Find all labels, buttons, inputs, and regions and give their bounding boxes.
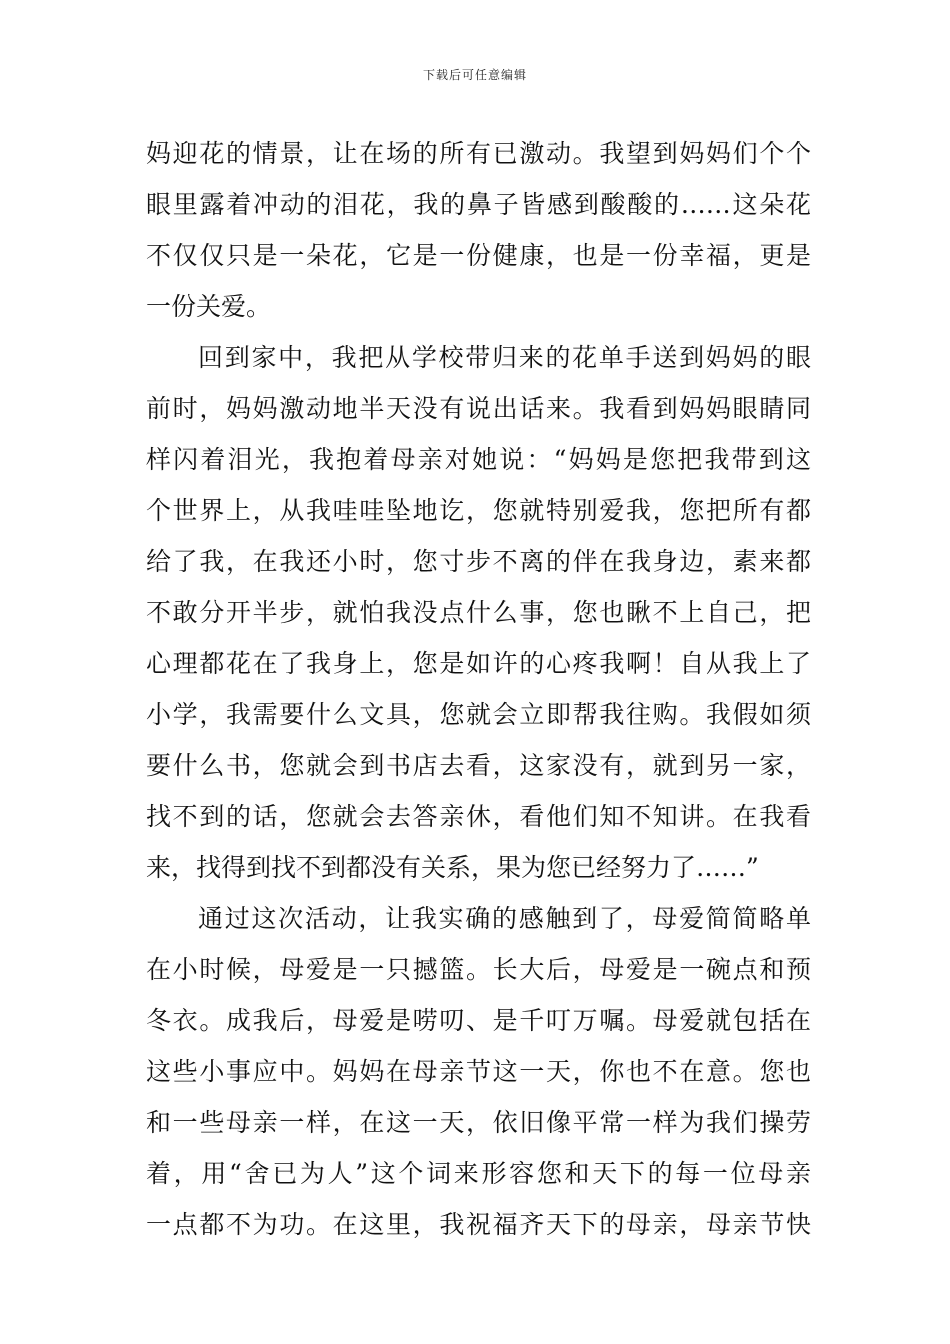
text-line: 不敢分开半步，就怕我没点什么事，您也瞅不上自己，把: [146, 598, 811, 627]
text-line: 样闪着泪光，我抱着母亲对她说：“妈妈是您把我带到这: [146, 445, 811, 474]
paragraph: [146, 128, 811, 332]
document-body: [146, 128, 811, 1250]
text-line: 冬衣。成我后，母爱是唠叨、是千叮万嘱。母爱就包括在: [146, 1006, 811, 1035]
text-line: 回到家中，我把从学校带归来的花单手送到妈妈的眼: [198, 343, 811, 372]
text-line: 前时，妈妈激动地半天没有说出话来。我看到妈妈眼睛同: [146, 394, 811, 423]
text-line: 一份关爱。: [146, 292, 272, 321]
paragraph: [146, 332, 811, 893]
text-line: 一点都不为功。在这里，我祝福齐天下的母亲，母亲节快: [146, 1210, 811, 1239]
paragraph: [146, 893, 811, 1250]
text-line: 和一些母亲一样，在这一天，依旧像平常一样为我们操劳: [146, 1108, 811, 1137]
text-line: 来，找得到找不到都没有关系，果为您已经努力了……”: [146, 853, 759, 882]
text-line: 找不到的话，您就会去答亲休，看他们知不知讲。在我看: [146, 802, 811, 831]
text-line: 着，用“舍已为人”这个词来形容您和天下的每一位母亲: [146, 1159, 811, 1188]
text-line: 不仅仅只是一朵花，它是一份健康，也是一份幸福，更是: [146, 241, 811, 270]
text-line: 给了我，在我还小时，您寸步不离的伴在我身边，素来都: [146, 547, 811, 576]
text-line: 妈迎花的情景，让在场的所有已激动。我望到妈妈们个个: [146, 139, 811, 168]
text-line: 小学，我需要什么文具，您就会立即帮我往购。我假如须: [146, 700, 811, 729]
text-line: 在小时候，母爱是一只撼篮。长大后，母爱是一碗点和预: [146, 955, 811, 984]
text-line: 要什么书，您就会到书店去看，这家没有，就到另一家，: [146, 751, 811, 780]
text-line: 心理都花在了我身上，您是如许的心疼我啊！自从我上了: [146, 649, 811, 678]
text-line: 这些小事应中。妈妈在母亲节这一天，你也不在意。您也: [146, 1057, 811, 1086]
text-line: 通过这次活动，让我实确的感触到了，母爱简简略单: [198, 904, 811, 933]
text-line: 个世界上，从我哇哇坠地讫，您就特别爱我，您把所有都: [146, 496, 811, 525]
page-header: 下载后可任意编辑: [422, 68, 527, 82]
text-line: 眼里露着冲动的泪花，我的鼻子皆感到酸酸的……这朵花: [146, 190, 811, 219]
